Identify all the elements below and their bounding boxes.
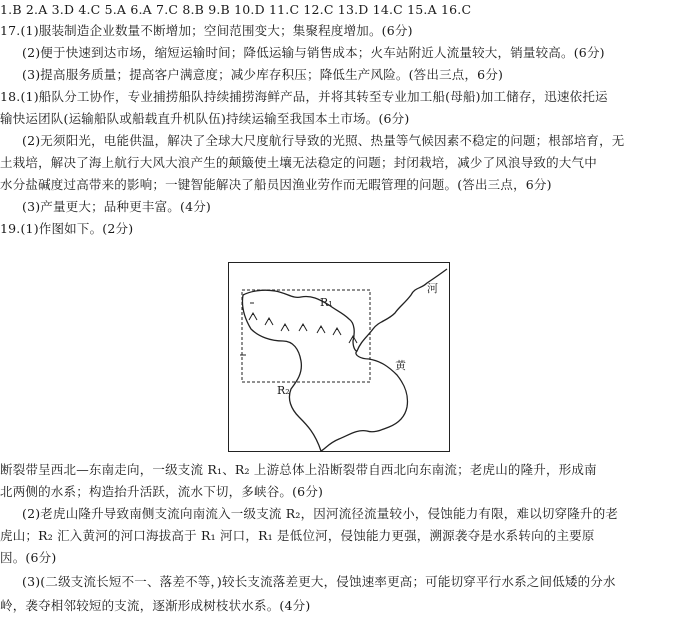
- q18-part2-line3: 水分盐碱度过高带来的影响；一键智能解决了船员因渔业劳作而无暇管理的问题。(答出三点，6分): [0, 177, 552, 192]
- q19-part1: 19.(1)作图如下。(2分): [0, 221, 134, 236]
- q18-part2-line2: 土栽培，解决了海上航行大风大浪产生的颠簸使土壤无法稳定的问题；封闭栽培，减少了风浪导致的大气中: [0, 155, 597, 170]
- q19-part2-line3: 因。(6分): [0, 550, 57, 565]
- river-sketch-map: [228, 262, 450, 452]
- q18-part2-line1: (2)无须阳光，电能供温，解决了全球大尺度航行导致的光照、热量等气候因素不稳定的问题；根部培育，无: [22, 133, 625, 148]
- q18-part1-line2: 输快运团队(运输船队或船载直升机队伍)持续运输至我国本土市场。(6分): [0, 111, 410, 126]
- label-he: 河: [427, 282, 438, 295]
- q19-part1-text-line2: 北两侧的水系；构造抬升活跃，流水下切，多峡谷。(6分): [0, 484, 324, 499]
- tributary-r1-path: [243, 290, 357, 351]
- label-r2: R₂: [277, 384, 290, 397]
- q19-part3-line2: 岭，袭夺相邻较短的支流，逐渐形成树枝状水系。(4分): [0, 598, 311, 613]
- q18-part1-line1: 18.(1)船队分工协作，专业捕捞船队持续捕捞海鲜产品，并将其转至专业加工船(母船)加工储存，迅速依托运: [0, 89, 608, 104]
- q18-part3: (3)产量更大；品种更丰富。(4分): [22, 199, 212, 214]
- q17-part3: (3)提高服务质量；提高客户满意度；减少库存积压；降低生产风险。(答出三点，6分): [22, 67, 504, 82]
- river-path: [321, 269, 447, 451]
- tributary-r2-path: [242, 295, 321, 451]
- q17-part2: (2)便于快速到达市场，缩短运输时间；降低运输与销售成本；火车站附近人流量较大，销量较高。(6分): [22, 45, 605, 60]
- mc-answers: 1.B 2.A 3.D 4.C 5.A 6.A 7.C 8.B 9.B 10.D 11.C 12.C 13.D 14.C 15.A 16.C: [0, 2, 472, 17]
- q17-part1: 17.(1)服装制造企业数量不断增加；空间范围变大；集聚程度增加。(6分): [0, 23, 413, 38]
- q19-part3-line1: (3)(二级支流长短不一、落差不等，)较长支流落差更大，侵蚀速率更高；可能切穿平行水系之间低矮的分水: [22, 574, 616, 589]
- label-r1: R₁: [320, 296, 333, 309]
- map-drawing: [229, 263, 451, 453]
- label-huang: 黄: [395, 359, 406, 372]
- q19-part2-line1: (2)老虎山隆升导致南侧支流向南流入一级支流 R₂，因河流径流量较小，侵蚀能力有限，难以切穿隆升的老: [22, 506, 619, 521]
- q19-part1-text-line1: 断裂带呈西北—东南走向，一级支流 R₁、R₂ 上游总体上沿断裂带自西北向东南流；老虎山的隆升，形成南: [0, 462, 597, 477]
- q19-part2-line2: 虎山；R₂ 汇入黄河的河口海拔高于 R₁ 河口，R₁ 是低位河，侵蚀能力更强，溯源袭夺是水系转向的主要原: [0, 528, 595, 543]
